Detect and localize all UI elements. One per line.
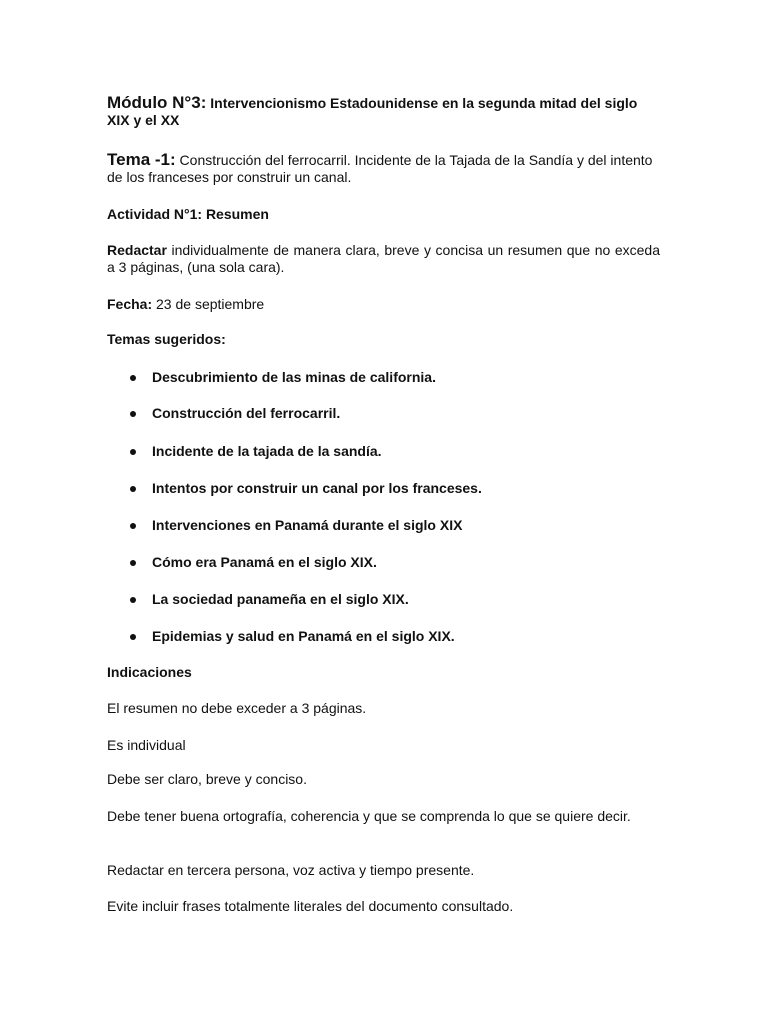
indicacion-paragraph: Redactar en tercera persona, voz activa y tiempo presente. <box>107 862 475 878</box>
list-item <box>107 443 660 460</box>
bullet-icon <box>130 597 136 603</box>
module-label: Módulo N°3 <box>107 93 201 112</box>
bullet-icon <box>130 486 136 492</box>
bullet-icon <box>130 523 136 529</box>
list-item-text: Intervenciones en Panamá durante el siglo XIX <box>152 517 463 533</box>
module-separator: : <box>200 93 207 112</box>
fecha-value: 23 de septiembre <box>152 296 265 312</box>
list-item <box>107 405 660 422</box>
list-item <box>107 554 660 571</box>
redactar-text: individualmente de manera clara, breve y concisa un resumen que no exceda a 3 páginas, (una sola cara). <box>107 242 660 275</box>
actividad-heading: Actividad N°1: Resumen <box>107 206 269 222</box>
list-item <box>107 591 660 608</box>
indicacion-paragraph: Evite incluir frases totalmente literales del documento consultado. <box>107 898 514 914</box>
indicaciones-heading: Indicaciones <box>107 664 192 680</box>
fecha-line <box>107 296 660 313</box>
list-item-text: Construcción del ferrocarril. <box>152 405 341 421</box>
indicacion-paragraph: Es individual <box>107 737 186 753</box>
list-item <box>107 480 660 497</box>
list-item-text: Incidente de la tajada de la sandía. <box>152 443 382 459</box>
list-item-text: Intentos por construir un canal por los franceses. <box>152 480 482 496</box>
bullet-icon <box>130 560 136 566</box>
fecha-label: Fecha: <box>107 296 153 312</box>
list-item-text: Cómo era Panamá en el siglo XIX. <box>152 554 377 570</box>
bullet-icon <box>130 634 136 640</box>
indicacion-paragraph: Debe ser claro, breve y conciso. <box>107 771 307 787</box>
tema-text: Construcción del ferrocarril. Incidente de la Tajada de la Sandía y del intento de los franceses por construir un canal. <box>107 152 653 185</box>
list-item-text: Descubrimiento de las minas de california. <box>152 369 436 385</box>
indicacion-paragraph: El resumen no debe exceder a 3 páginas. <box>107 700 367 716</box>
list-item-text: Epidemias y salud en Panamá en el siglo XIX. <box>152 628 455 644</box>
bullet-icon <box>130 449 136 455</box>
module-title: Intervencionismo Estadounidense en la segunda mitad del siglo XIX y el XX <box>107 95 638 128</box>
redactar-paragraph <box>107 242 660 276</box>
tema-label: Tema -1: <box>107 150 176 169</box>
indicacion-paragraph: Debe tener buena ortografía, coherencia y que se comprenda lo que se quiere decir. <box>107 808 631 824</box>
module-heading <box>107 94 660 129</box>
redactar-label: Redactar <box>107 242 167 258</box>
list-item <box>107 517 660 534</box>
bullet-icon <box>130 411 136 417</box>
list-item <box>107 369 660 386</box>
list-item <box>107 628 660 645</box>
list-item-text: La sociedad panameña en el siglo XIX. <box>152 591 409 607</box>
tema-paragraph <box>107 151 660 186</box>
bullet-icon <box>130 375 136 381</box>
temas-sugeridos-heading: Temas sugeridos: <box>107 331 226 347</box>
